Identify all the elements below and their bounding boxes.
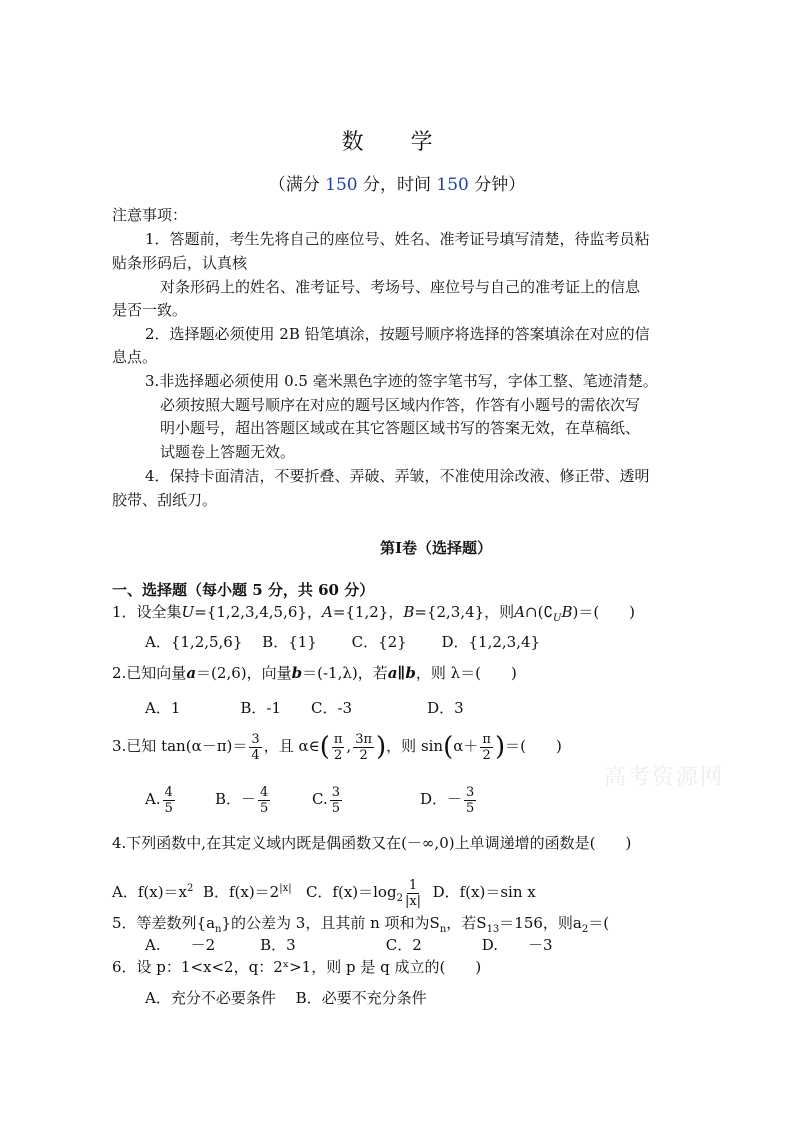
notice-item-4-line-2: 胶带、刮纸刀。 [112,491,218,509]
q1-var-b: B [403,603,415,621]
q3-frac-bottom: 4 [251,747,260,763]
q4-frac-bottom: |x| [404,893,422,909]
q3-frac-bottom: 2 [333,747,343,763]
notice-item-2-line-1: 2．选择题必须使用 2B 铅笔填涂，按题号顺序将选择的答案填涂在对应的信 [145,325,650,343]
q3-opt-label: A. [145,790,161,808]
q3-frac-top: 3 [466,784,475,800]
question-1-stem [112,602,635,629]
question-1-options: A．{1,2,5,6} B．{1} C．{2} D．{1,2,3,4} [145,633,541,651]
watermark: 高考资源网 [604,765,725,790]
q5-text: 5．等差数列{a [112,914,216,932]
q1-var-a: A [514,603,526,621]
q3-frac-bottom: 5 [260,800,269,816]
q4-frac-top: 1 [408,877,418,893]
part-heading: 一、选择题（每小题 5 分，共 60 分） [112,581,375,599]
question-3-option-a [145,783,177,816]
q3-fraction [353,732,374,763]
full-score: 150 [325,175,358,195]
q4-option-a: A．f(x)＝x [112,883,188,901]
notice-heading: 注意事项： [112,206,188,224]
q1-sub-u: U [553,613,562,624]
q1-text: )＝( ) [572,603,636,621]
q1-text: ={2,3,4}，则 [414,603,515,621]
q2-vector-a: a [186,664,197,682]
q2-text: 2.已知向量 [112,664,187,682]
question-2-options: A．1 B．-1 C．-3 D．3 [145,699,464,717]
subtitle-suffix: 分钟） [474,175,526,195]
question-4-options [112,873,536,915]
question-3-stem [112,730,562,763]
q3-frac-top: 4 [164,784,173,800]
subtitle-mid: 分，时间 [363,175,431,195]
question-5-options: A. －2 B．3 C．2 D. －3 [145,936,553,954]
q5-sub: 13 [486,924,500,935]
question-2-stem [112,663,517,683]
q4-option-c-fraction [405,878,421,909]
q5-sub: n [439,924,447,935]
page-title: 数 学 [341,130,453,155]
q4-option-c: C．f(x)＝log [305,883,397,901]
q4-option-a-exp: 2 [187,883,194,894]
notice-item-1-line-1: 1．答题前，考生先将自己的座位号、姓名、准考证号填写清楚，待监考员粘 [145,230,650,248]
q1-complement: ∩(∁ [525,603,553,621]
q3-opt-fraction [258,785,270,816]
q1-var-b: B [561,603,573,621]
q5-sub: n [215,924,222,935]
notice-item-3-line-1: 3.非选择题必须使用 0.5 毫米黑色字迹的签字笔书写，字体工整、笔迹清楚。 [145,372,658,390]
question-4-stem: 4.下列函数中,在其定义域内既是偶函数又在(－∞,0)上单调递增的函数是( ) [112,834,632,852]
q3-opt-fraction [330,785,342,816]
question-6-stem: 6．设 p：1<x<2，q：2ˣ>1，则 p 是 q 成立的( ) [112,958,482,976]
exam-subtitle [0,170,794,195]
q3-frac-bottom: 5 [331,800,340,816]
question-3-option-b [215,783,272,816]
q3-paren: ( [443,732,454,762]
q3-frac-top: 3π [355,731,373,747]
q3-frac-top: 3 [251,731,260,747]
q4-option-b: B．f(x)＝2 [202,883,280,901]
q3-text: 3.已知 tan(α－π)＝ [112,737,248,755]
section-title: 第Ⅰ卷（选择题） [380,539,493,557]
notice-item-2-line-2: 息点。 [112,348,158,366]
q5-text: ＝156，则a [499,914,582,932]
q3-fraction [249,732,261,763]
q4-option-d: D．f(x)＝sin x [432,883,536,901]
q1-text: 1．设全集 [112,603,182,621]
q1-var-u: U [181,603,195,621]
q3-opt-label: C. [312,790,328,808]
question-3-option-c [312,783,344,816]
q3-text: α＋ [453,737,479,755]
q3-opt-fraction [464,785,476,816]
q3-frac-bottom: 5 [466,800,475,816]
q3-opt-label: B．－ [215,790,257,808]
q5-text: ＝( [588,914,610,932]
q1-text: ={1,2}， [332,603,404,621]
q1-var-a: A [321,603,333,621]
notice-item-3-line-3: 明小题号，超出答题区域或在其它答题区域书写的答案无效，在草稿纸、 [160,419,641,437]
q2-parallel: a∥b [387,664,416,682]
q2-vector-b: b [291,664,303,682]
q3-frac-top: π [482,731,491,747]
notice-item-3-line-2: 必须按照大题号顺序在对应的题号区域内作答，作答有小题号的需依次写 [160,396,641,414]
q3-text: ，则 sin [386,737,444,755]
subtitle-prefix: （满分 [268,175,320,195]
q3-text: ，且 α∈ [263,737,320,755]
notice-item-1-line-2: 贴条形码后，认真核 [112,254,248,272]
notice-item-3-line-4: 试题卷上答题无效。 [160,443,296,461]
q3-opt-label: D．－ [420,790,463,808]
notice-item-4-line-1: 4．保持卡面清洁，不要折叠、弄破、弄皱，不准使用涂改液、修正带、透明 [145,467,650,485]
q4-option-b-exp: |x| [279,883,292,894]
q5-text: }的公差为 3，且其前 n 项和为S [221,914,440,932]
q1-text: ={1,2,3,4,5,6}， [194,603,322,621]
q3-opt-fraction [163,785,175,816]
q5-sub: 2 [581,924,589,935]
q3-paren: ( [319,732,330,762]
q2-text: ，则 λ＝( ) [415,664,517,682]
q3-paren: ) [376,732,387,762]
q3-frac-top: 3 [331,784,340,800]
q3-frac-bottom: 5 [164,800,173,816]
q3-paren: ) [494,732,506,762]
q2-text: ＝(2,6)，向量 [196,664,292,682]
q5-text: ，若S [446,914,487,932]
notice-item-1-line-3: 对条形码上的姓名、准考证号、考场号、座位号与自己的准考证上的信息 [160,278,641,296]
q2-text: ＝(-1,λ)，若 [302,664,388,682]
question-3-option-d [420,783,478,816]
notice-item-1-line-4: 是否一致。 [112,301,188,319]
q3-fraction [480,732,493,763]
q3-comma: , [346,737,352,755]
exam-time: 150 [436,175,469,195]
q3-frac-top: 4 [260,784,269,800]
q4-option-c-base: 2 [396,893,403,904]
q3-frac-top: π [333,731,343,747]
q3-text: ＝( ) [505,737,562,755]
q3-frac-bottom: 2 [359,747,368,763]
question-6-options: A．充分不必要条件 B．必要不充分条件 [145,989,427,1007]
q3-frac-bottom: 2 [482,747,491,763]
q3-fraction [332,732,345,763]
